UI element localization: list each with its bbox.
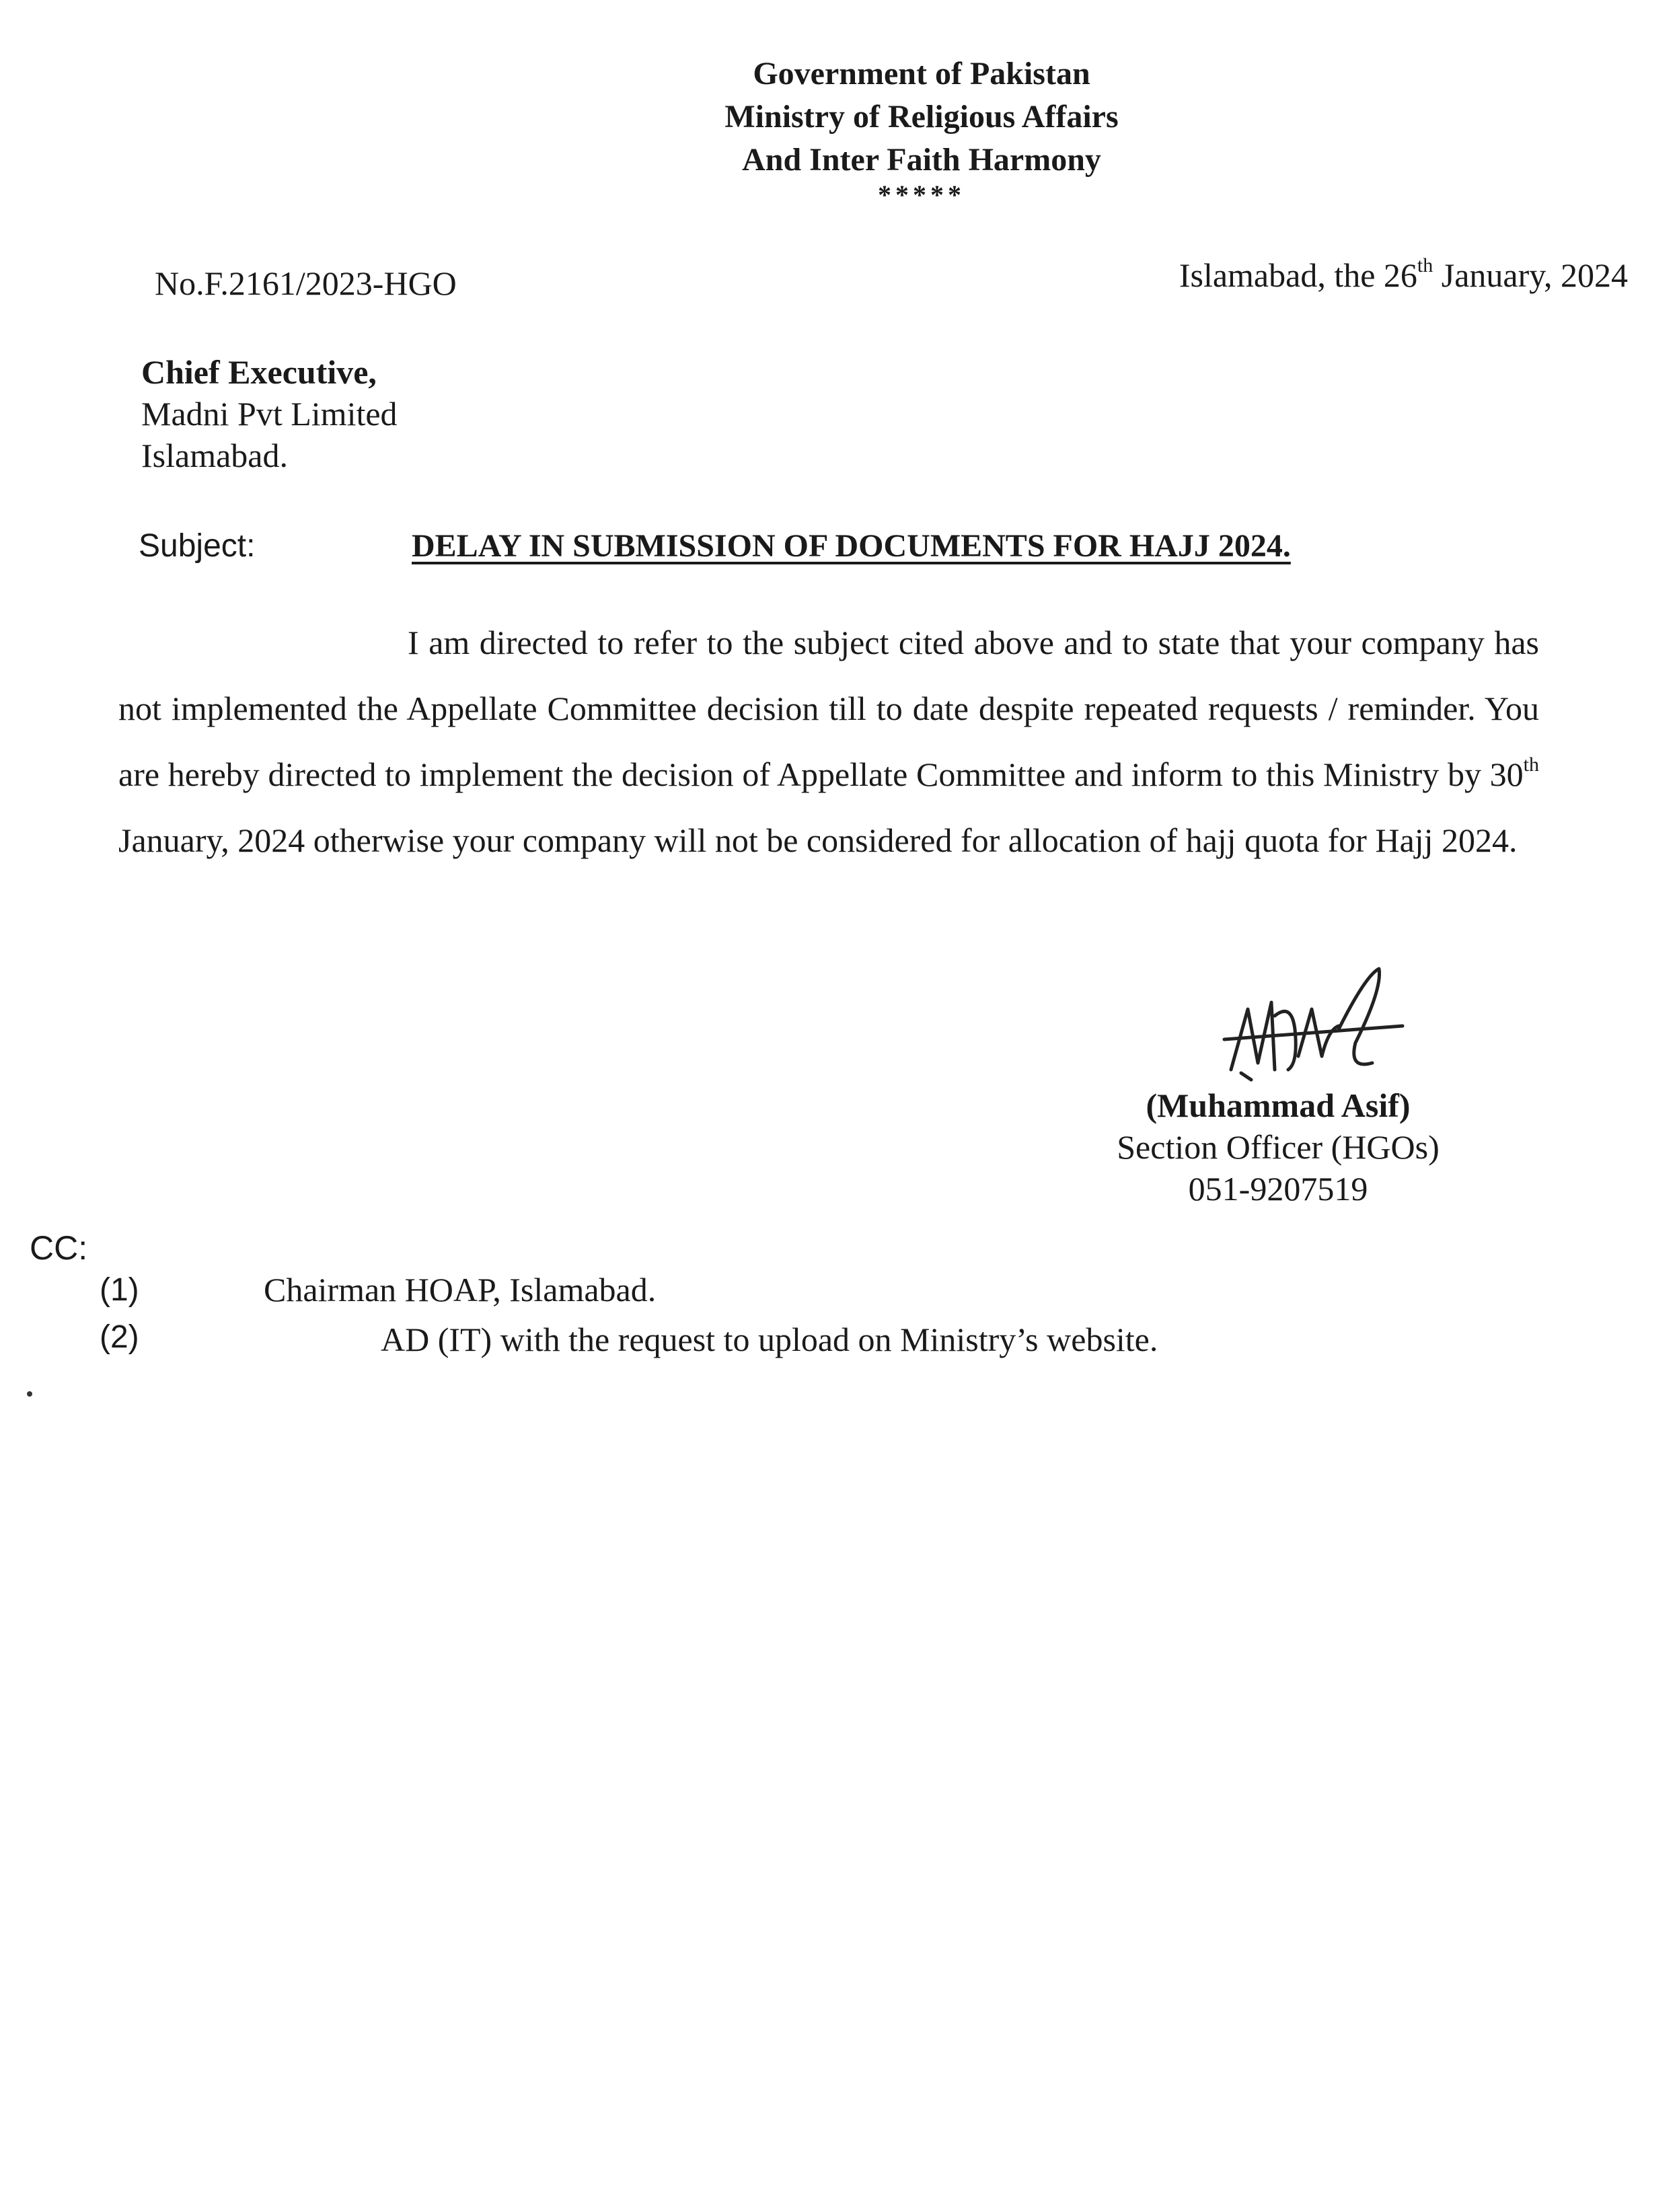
addressee-block	[141, 351, 398, 476]
letterhead-line-government: Government of Pakistan	[753, 56, 1090, 91]
margin-dot	[27, 1391, 32, 1397]
handwritten-signature	[1211, 962, 1413, 1097]
date-ordinal: th	[1417, 254, 1433, 276]
cc-item-1-number: (1)	[100, 1272, 139, 1308]
signatory-name: (Muhammad Asif)	[1146, 1086, 1411, 1124]
cc-item-1-text: Chairman HOAP, Islamabad.	[264, 1271, 657, 1308]
letterhead	[0, 52, 1679, 209]
date-prefix: Islamabad, the 26	[1179, 256, 1417, 294]
cc-item-2-number: (2)	[100, 1319, 139, 1355]
letter-date	[1179, 256, 1628, 295]
body-ordinal: th	[1523, 753, 1539, 776]
letterhead-stars: *****	[878, 180, 965, 210]
addressee-title: Chief Executive,	[141, 353, 377, 391]
reference-number: No.F.2161/2023-HGO	[155, 264, 457, 302]
body-part-1: I am directed to refer to the subject cited above and to state that your company has not implemented the Appellate Committee decision till to date despite repeated requests / reminder. You are hereby directed to implement the decision of Appellate Committee and inform to this Ministry by 30	[118, 624, 1539, 793]
body-part-2: January, 2024 otherwise your company will not be considered for allocation of hajj quota for Hajj 2024.	[118, 821, 1518, 859]
subject-label: Subject:	[139, 528, 256, 564]
letterhead-line-division: And Inter Faith Harmony	[742, 142, 1101, 178]
cc-item-2-text: AD (IT) with the request to upload on Ministry’s website.	[381, 1321, 1158, 1358]
signatory-designation: Section Officer (HGOs)	[1117, 1128, 1440, 1166]
date-suffix: January, 2024	[1433, 256, 1628, 294]
signatory-block	[1009, 1084, 1547, 1210]
letterhead-line-ministry: Ministry of Religious Affairs	[724, 99, 1119, 135]
addressee-company: Madni Pvt Limited	[141, 395, 398, 433]
cc-label: CC:	[30, 1229, 88, 1267]
signatory-phone: 051-9207519	[1188, 1170, 1368, 1208]
addressee-city: Islamabad.	[141, 437, 288, 474]
letter-body	[118, 610, 1539, 873]
subject-text: DELAY IN SUBMISSION OF DOCUMENTS FOR HAJJ 2024.	[412, 528, 1291, 564]
